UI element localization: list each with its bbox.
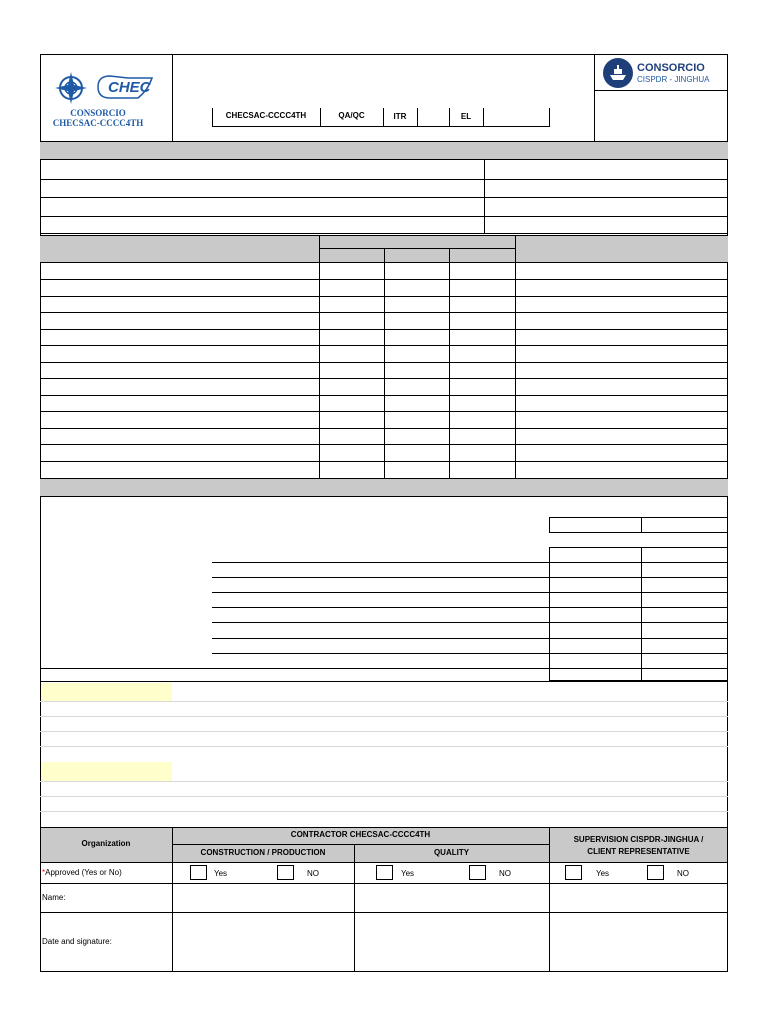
code-qaqc: QA/QC — [338, 111, 365, 120]
construction-signature-field[interactable] — [173, 913, 354, 971]
required-asterisk: * — [42, 868, 46, 877]
code-el: EL — [460, 112, 472, 121]
quality-signature-field[interactable] — [355, 913, 549, 971]
construction-name-field[interactable] — [173, 884, 354, 912]
ship-logo-icon — [602, 57, 634, 89]
remarks-label-cell-2 — [41, 762, 172, 781]
name-label: Name: — [42, 893, 66, 902]
contractor-label: CONTRACTOR CHECSAC-CCCC4TH — [290, 830, 431, 839]
header-divider-right — [594, 54, 595, 141]
supervision-no-checkbox[interactable] — [647, 865, 664, 880]
cispdr-logo — [602, 57, 722, 89]
quality-yes-checkbox[interactable] — [376, 865, 393, 880]
measurement-grid — [549, 547, 728, 681]
info-divider — [484, 160, 485, 233]
measurement-box-top — [549, 517, 728, 533]
quality-no-checkbox[interactable] — [469, 865, 486, 880]
checsac-logo — [48, 70, 168, 134]
organization-label: Organization — [81, 839, 131, 848]
supervision-label: SUPERVISION CISPDR-JINGHUA / CLIENT REPRESENTATIVE — [573, 835, 704, 856]
header-divider-left — [172, 54, 173, 141]
supervision-no-label: NO — [677, 869, 689, 878]
chec-brand-text: CHEC — [108, 79, 151, 96]
supervision-signature-field[interactable] — [550, 913, 727, 971]
construction-yes-checkbox[interactable] — [190, 865, 207, 880]
quality-label: QUALITY — [433, 848, 470, 857]
remarks-label-cell-1 — [41, 683, 172, 701]
codes-baseline — [212, 126, 550, 127]
quality-yes-label: Yes — [401, 869, 415, 878]
code-company: CHECSAC-CCCC4TH — [225, 111, 307, 120]
construction-no-label: NO — [307, 869, 319, 878]
construction-yes-label: Yes — [214, 869, 228, 878]
quality-name-field[interactable] — [355, 884, 549, 912]
supervision-name-field[interactable] — [550, 884, 727, 912]
logo-line-consorcio: CONSORCIO — [70, 108, 126, 118]
quality-no-label: NO — [499, 869, 511, 878]
construction-label: CONSTRUCTION / PRODUCTION — [200, 848, 326, 857]
section-bar-general — [40, 141, 728, 160]
date-signature-label: Date and signature: — [42, 937, 112, 946]
approved-label: *Approved (Yes or No) — [42, 868, 122, 877]
supervision-yes-label: Yes — [596, 869, 610, 878]
logo-line-checsac: CHECSAC-CCCC4TH — [52, 118, 144, 128]
construction-no-checkbox[interactable] — [277, 865, 294, 880]
section-bar-measurements — [40, 478, 728, 497]
code-itr: ITR — [393, 112, 407, 121]
consorcio-name: CONSORCIO — [637, 62, 705, 74]
supervision-yes-checkbox[interactable] — [565, 865, 582, 880]
header-right-divider — [594, 90, 728, 91]
consorcio-sub: CISPDR - JINGHUA — [637, 75, 710, 84]
